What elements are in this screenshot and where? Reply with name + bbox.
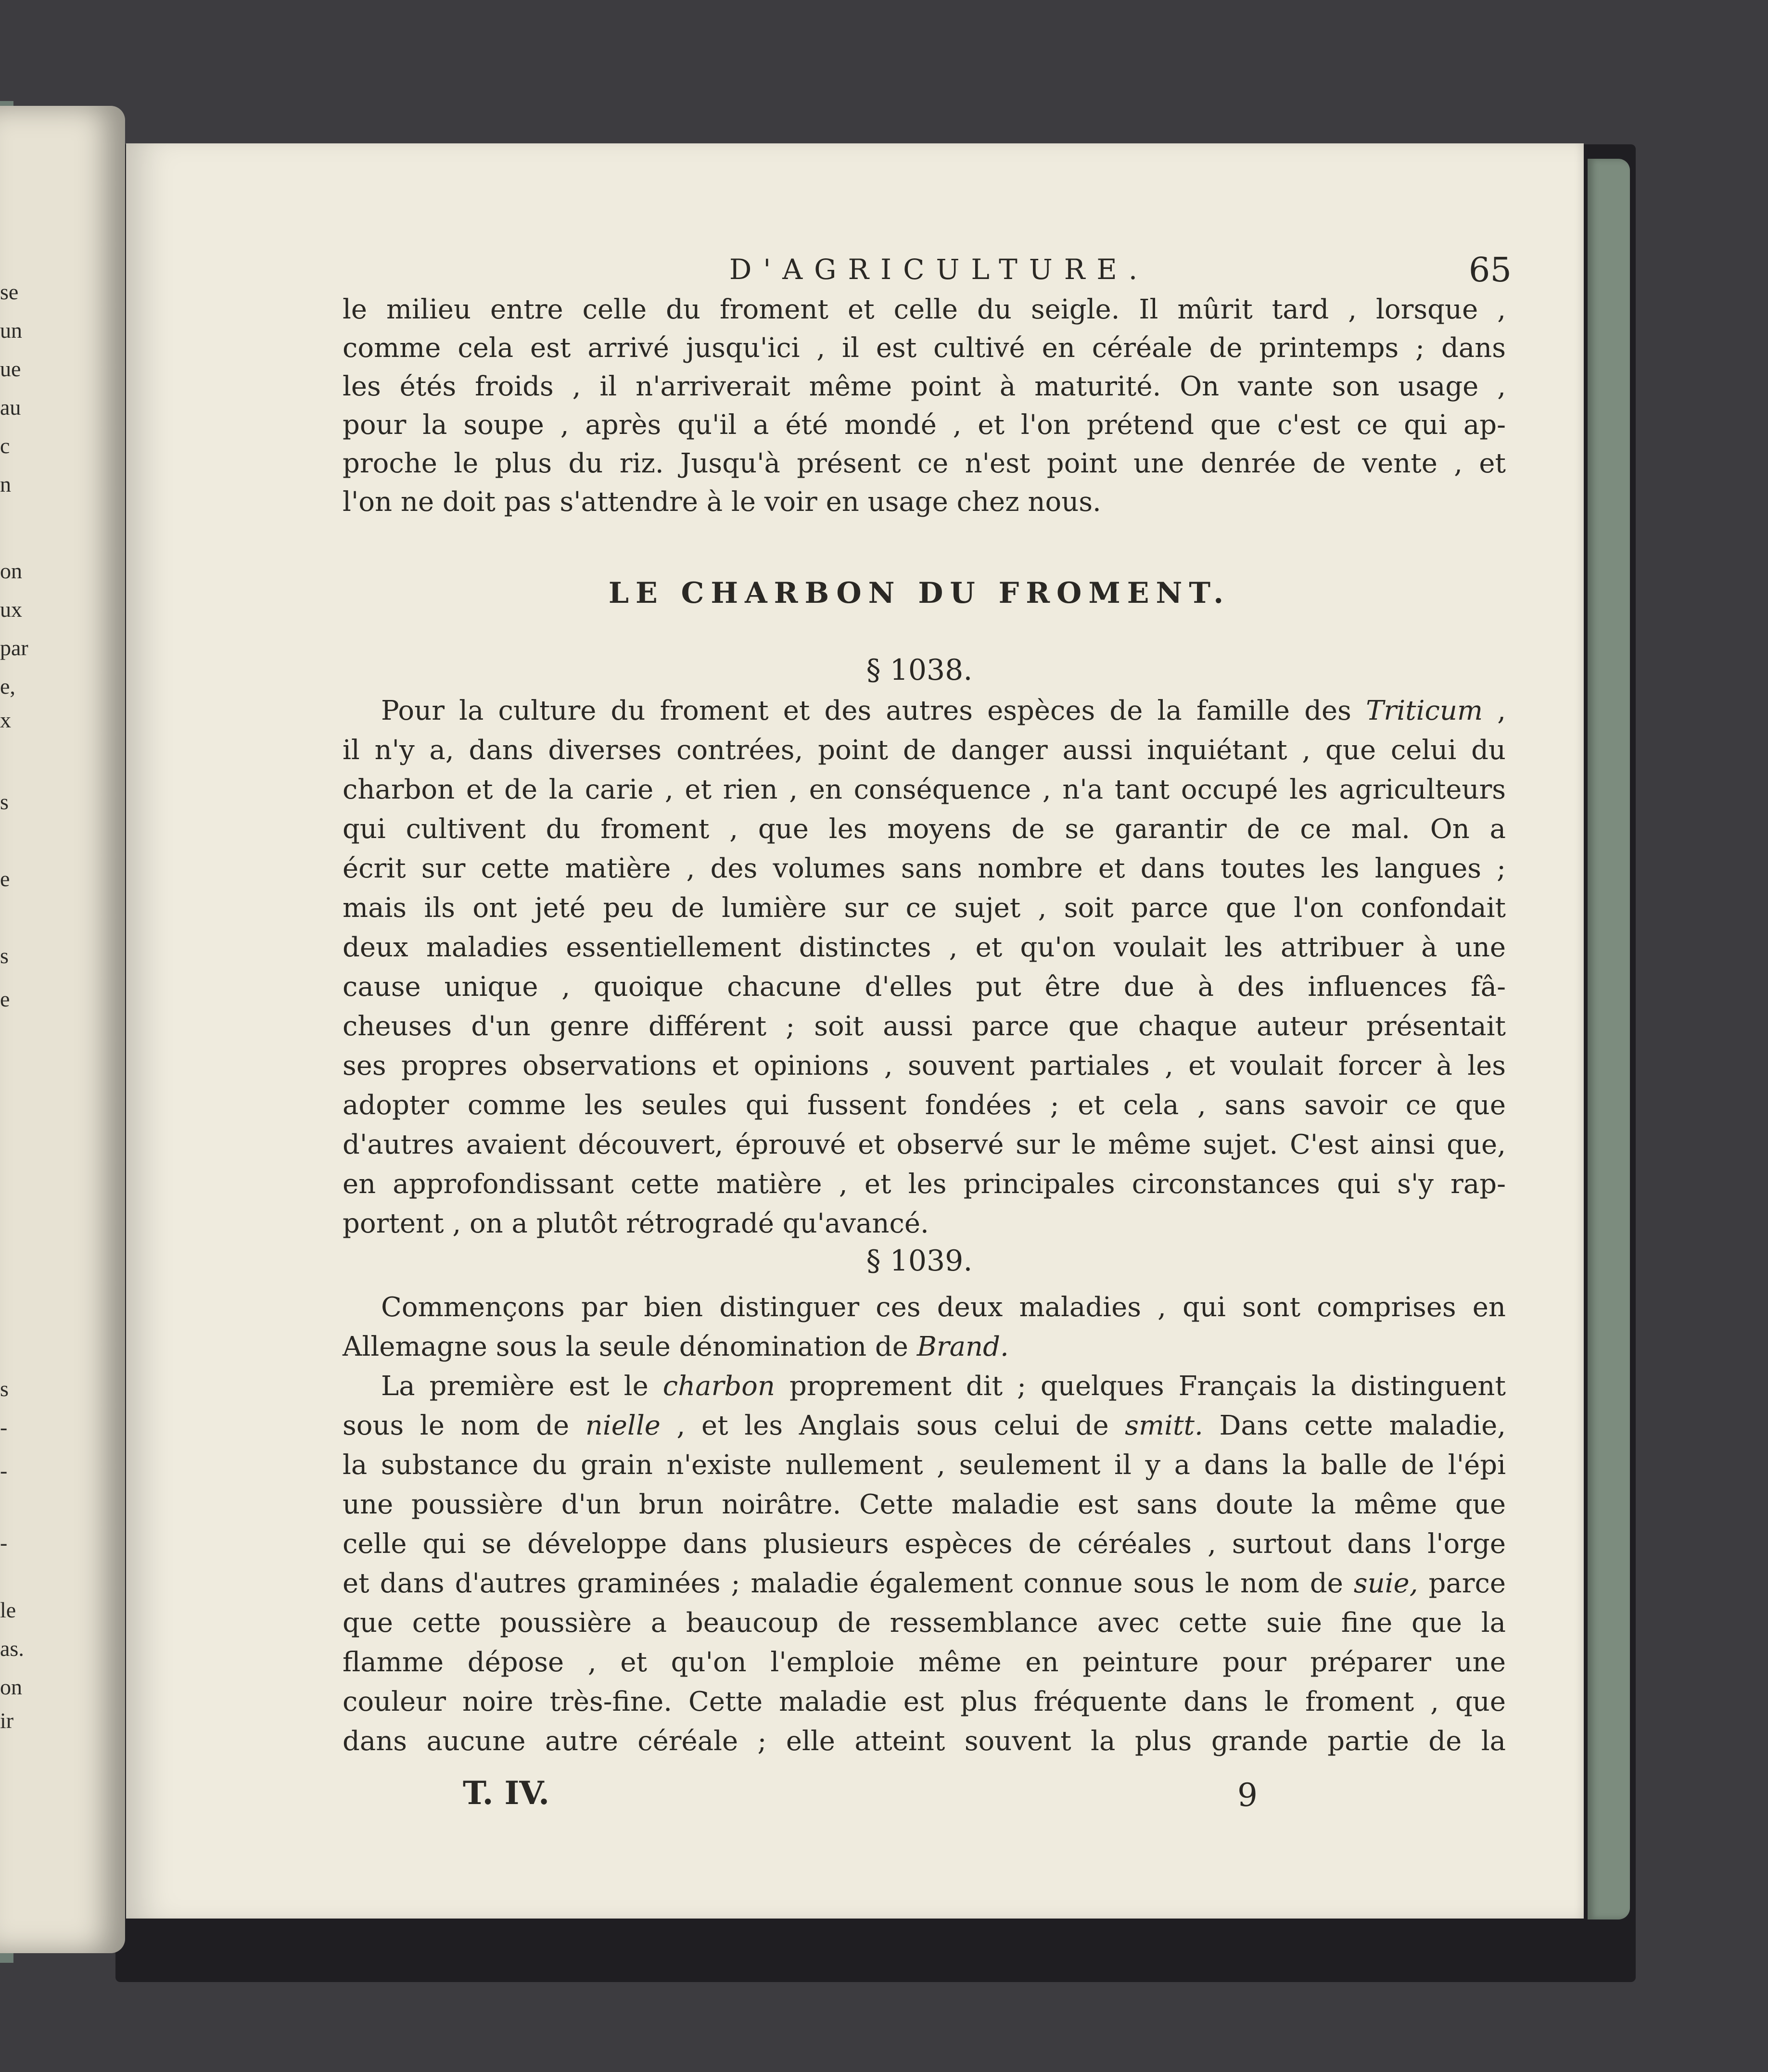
running-head: D'AGRICULTURE. — [729, 253, 1149, 286]
left-fragment: - — [0, 1458, 8, 1483]
left-fragment: - — [0, 1530, 8, 1555]
text-line: La première est le charbon proprement dit ; quelques Français la distinguent — [381, 1371, 1506, 1402]
right-cover-edge — [1588, 159, 1630, 1919]
signature-mark: T. IV. — [463, 1774, 550, 1812]
text-line: l'on ne doit pas s'attendre à le voir en usage chez nous. — [343, 486, 1101, 518]
text-line: Commençons par bien distinguer ces deux maladies , qui sont comprises en — [381, 1292, 1506, 1323]
left-fragment: s — [0, 789, 9, 814]
left-page — [0, 106, 125, 1953]
chapter-heading: LE CHARBON DU FROMENT. — [608, 576, 1231, 610]
left-fragment: le — [0, 1598, 16, 1622]
text-line: Pour la culture du froment et des autres espèces de la famille des Triticum , — [381, 695, 1506, 726]
text-line: ses propres observations et opinions , souvent partiales , et voulait forcer à les — [343, 1050, 1506, 1081]
text-line: comme cela est arrivé jusqu'ici , il est cultivé en céréale de printemps ; dans — [343, 332, 1506, 364]
left-fragment: se — [0, 280, 19, 304]
left-fragment: s — [0, 1376, 9, 1401]
text-line: flamme dépose , et qu'on l'emploie même en peinture pour préparer une — [343, 1647, 1506, 1678]
text-line: charbon et de la carie , et rien , en conséquence , n'a tant occupé les agriculteurs — [343, 774, 1506, 805]
text-line: les étés froids , il n'arriverait même point à maturité. On vante son usage , — [343, 371, 1506, 402]
page-number: 65 — [1468, 250, 1512, 290]
text-line: le milieu entre celle du froment et celle du seigle. Il mûrit tard , lorsque , — [343, 294, 1506, 325]
text-line: la substance du grain n'existe nullement , seulement il y a dans la balle de l'épi — [343, 1449, 1506, 1481]
text-line: deux maladies essentiellement distinctes , et qu'on voulait les attribuer à une — [343, 932, 1506, 963]
text-line: mais ils ont jeté peu de lumière sur ce sujet , soit parce que l'on confondait — [343, 892, 1506, 924]
text-line: celle qui se développe dans plusieurs espèces de céréales , surtout dans l'orge — [343, 1528, 1506, 1560]
left-fragment: par — [0, 636, 28, 660]
signature-number: 9 — [1237, 1777, 1258, 1814]
left-fragment: n — [0, 472, 11, 496]
left-fragment: s — [0, 943, 9, 968]
text-line: et dans d'autres graminées ; maladie également connue sous le nom de suie, parce — [343, 1568, 1506, 1599]
text-line: une poussière d'un brun noirâtre. Cette maladie est sans doute la même que — [343, 1489, 1506, 1520]
text-line: pour la soupe , après qu'il a été mondé , et l'on prétend que c'est ce qui ap- — [343, 409, 1506, 441]
left-fragment: un — [0, 318, 22, 343]
text-line: couleur noire très-fine. Cette maladie est plus fréquente dans le froment , que — [343, 1686, 1506, 1717]
section-number: § 1038. — [866, 653, 973, 687]
text-line: que cette poussière a beaucoup de ressemblance avec cette suie fine que la — [343, 1607, 1506, 1639]
text-line: sous le nom de nielle , et les Anglais sous celui de smitt. Dans cette maladie, — [343, 1410, 1506, 1441]
left-fragment: - — [0, 1415, 8, 1439]
left-fragment: on — [0, 559, 22, 583]
text-line: qui cultivent du froment , que les moyens de se garantir de ce mal. On a — [343, 814, 1506, 845]
left-fragment: au — [0, 395, 21, 419]
text-line: proche le plus du riz. Jusqu'à présent ce n'est point une denrée de vente , et — [343, 448, 1506, 479]
left-fragment: on — [0, 1675, 22, 1699]
left-fragment: x — [0, 708, 11, 732]
text-line: Allemagne sous la seule dénomination de Brand. — [343, 1331, 1009, 1362]
left-fragment: c — [0, 433, 10, 458]
left-fragment: e — [0, 866, 10, 891]
text-line: dans aucune autre céréale ; elle atteint souvent la plus grande partie de la — [343, 1726, 1506, 1757]
left-fragment: ir — [0, 1708, 14, 1733]
text-line: il n'y a, dans diverses contrées, point de danger aussi inquiétant , que celui du — [343, 735, 1506, 766]
left-fragment: as. — [0, 1636, 24, 1661]
book-page — [126, 143, 1584, 1919]
text-line: cheuses d'un genre différent ; soit aussi parce que chaque auteur présentait — [343, 1011, 1506, 1042]
left-fragment: e — [0, 987, 10, 1011]
text-line: cause unique , quoique chacune d'elles put être due à des influences fâ- — [343, 971, 1506, 1003]
section-number: § 1039. — [866, 1244, 973, 1278]
text-line: écrit sur cette matière , des volumes sans nombre et dans toutes les langues ; — [343, 853, 1506, 884]
left-fragment: ux — [0, 597, 22, 622]
text-line: portent , on a plutôt rétrogradé qu'avancé. — [343, 1208, 929, 1239]
left-fragment: ue — [0, 356, 21, 381]
text-line: d'autres avaient découvert, éprouvé et observé sur le même sujet. C'est ainsi que, — [343, 1129, 1506, 1160]
left-fragment: e, — [0, 674, 15, 699]
text-line: en approfondissant cette matière , et les principales circonstances qui s'y rap- — [343, 1169, 1506, 1200]
text-line: adopter comme les seules qui fussent fondées ; et cela , sans savoir ce que — [343, 1090, 1506, 1121]
